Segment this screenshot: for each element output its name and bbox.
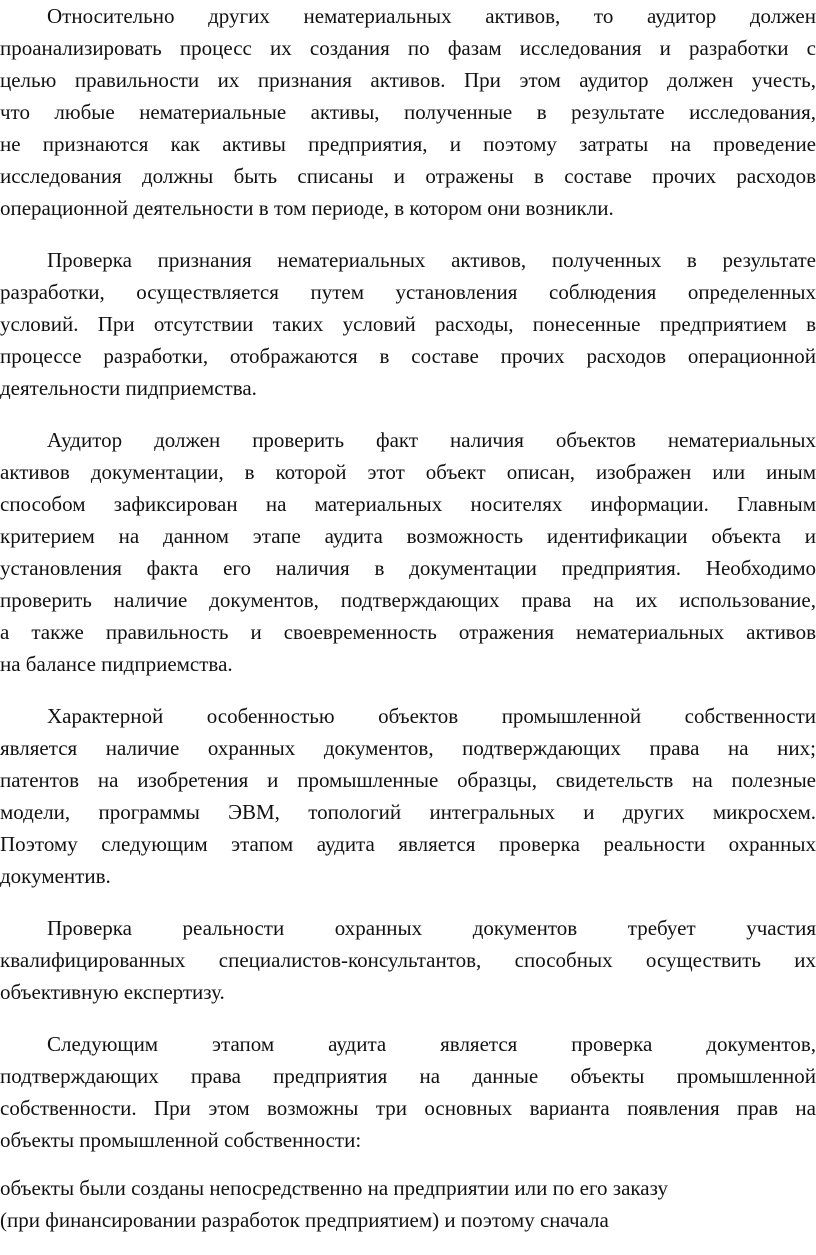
text-line: Проверка реальности охранных документов требует участия: [47, 916, 816, 940]
text-line: модели, программы ЭВМ, топологий интегральных и других микросхем.: [0, 800, 816, 824]
text-line: Относительно других нематериальных активов, то аудитор должен: [47, 4, 816, 28]
text-line: операционной деятельности в том периоде, в котором они возникли.: [0, 196, 614, 220]
text-line: квалифицированных специалистов-консультантов, способных осуществить их: [0, 948, 816, 972]
text-line: патентов на изобретения и промышленные образцы, свидетельств на полезные: [0, 768, 816, 792]
text-line: является наличие охранных документов, подтверждающих права на них;: [0, 736, 816, 760]
text-line: процессе разработки, отображаются в составе прочих расходов операционной: [0, 344, 816, 368]
text-line: способом зафиксирован на материальных носителях информации. Главным: [0, 492, 816, 516]
text-line: целью правильности их признания активов. При этом аудитор должен учесть,: [0, 68, 816, 92]
text-line: исследования должны быть списаны и отражены в составе прочих расходов: [0, 164, 816, 188]
text-line: деятельности пидприемства.: [0, 376, 257, 400]
text-line: установления факта его наличия в документации предприятия. Необходимо: [0, 556, 816, 580]
text-line: активов документации, в которой этот объект описан, изображен или иным: [0, 460, 816, 484]
text-line: Проверка признания нематериальных активов, полученных в результате: [47, 248, 816, 272]
text-line: на балансе пидприемства.: [0, 652, 233, 676]
text-line: что любые нематериальные активы, полученные в результате исследования,: [0, 100, 816, 124]
text-line: Аудитор должен проверить факт наличия объектов нематериальных: [47, 428, 816, 452]
text-line: объективную експертизу.: [0, 980, 225, 1004]
text-line: проверить наличие документов, подтверждающих права на их использование,: [0, 588, 816, 612]
text-line: подтверждающих права предприятия на данные объекты промышленной: [0, 1064, 816, 1088]
text-line: критерием на данном этапе аудита возможность идентификации объекта и: [0, 524, 816, 548]
text-line: объекты промышленной собственности:: [0, 1128, 362, 1152]
text-line: объекты были созданы непосредственно на предприятии или по его заказу: [0, 1176, 668, 1200]
text-line: условий. При отсутствии таких условий расходы, понесенные предприятием в: [0, 312, 816, 336]
text-line: собственности. При этом возможны три основных варианта появления прав на: [0, 1096, 816, 1120]
text-line: не признаются как активы предприятия, и поэтому затраты на проведение: [0, 132, 816, 156]
text-line: проанализировать процесс их создания по фазам исследования и разработки с: [0, 36, 816, 60]
text-line: Следующим этапом аудита является проверка документов,: [47, 1032, 816, 1056]
text-line: документив.: [0, 864, 111, 888]
text-line: Поэтому следующим этапом аудита является проверка реальности охранных: [0, 832, 816, 856]
text-line: разработки, осуществляется путем установления соблюдения определенных: [0, 280, 816, 304]
text-line: а также правильность и своевременность отражения нематериальных активов: [0, 620, 816, 644]
text-line: (при финансировании разработок предприятием) и поэтому сначала: [0, 1208, 609, 1232]
text-line: Характерной особенностью объектов промышленной собственности: [47, 704, 816, 728]
